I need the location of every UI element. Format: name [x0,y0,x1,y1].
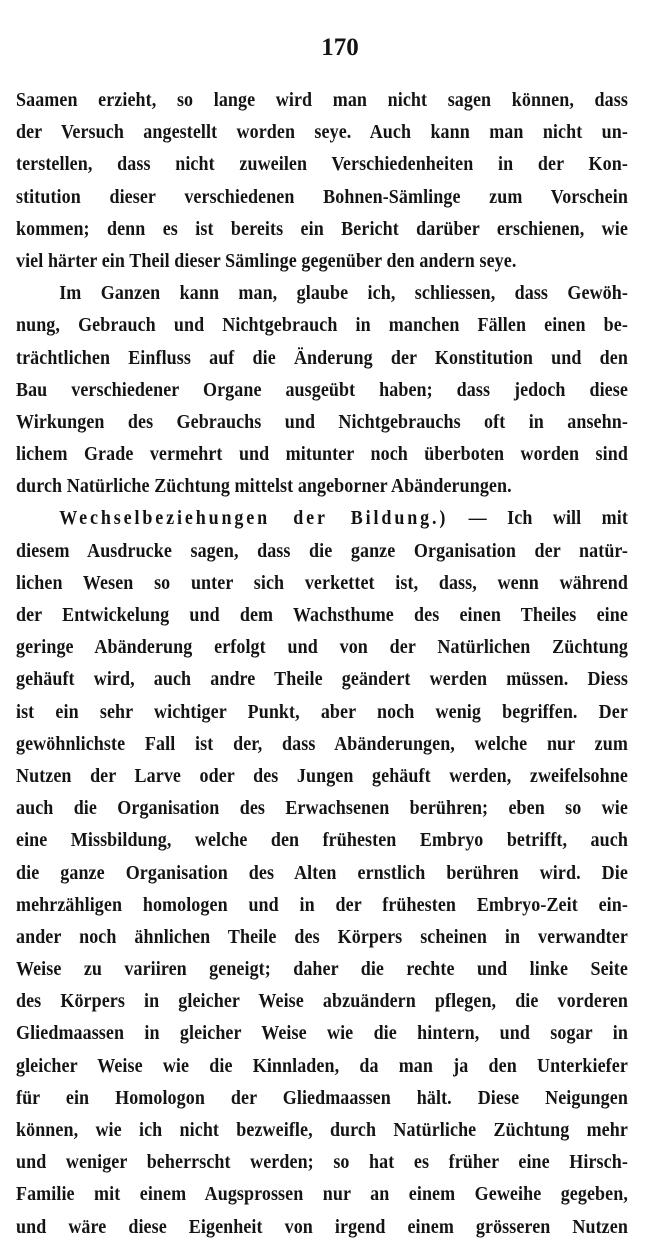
text-line [16,792,628,824]
text-line [16,1211,628,1243]
line-text: Familie mit einem Augsprossen nur an einem Geweihe gegeben, [16,1183,628,1206]
line-text: Bau verschiedener Organe ausgeübt haben; dass jedoch diese [16,378,628,401]
text-line [16,857,628,889]
text-line [16,406,628,438]
text-line [16,985,628,1017]
line-text: ander noch ähnlichen Theile des Körpers scheinen in verwandter [16,925,628,948]
section-heading: Wechselbeziehungen der Bildung.) [59,507,449,530]
line-text: der Entwickelung und dem Wachsthume des einen Theiles eine [16,604,628,626]
line-text: Im Ganzen kann man, glaube ich, schliessen, dass Gewöh- [59,282,628,305]
line-text: diesem Ausdrucke sagen, dass die ganze Organisation der natür- [16,539,628,562]
text-line [16,470,628,502]
text-line [16,599,628,631]
line-text: — Ich will mit [448,507,628,530]
text-line [16,760,628,792]
text-line [16,567,628,599]
text-line [16,696,628,728]
text-line [16,438,628,470]
text-line [16,663,628,695]
text-line [16,921,628,953]
line-text: und weniger beherrscht werden; so hat es früher eine Hirsch- [16,1151,628,1174]
line-text: eine Missbildung, welche den frühesten Embryo betrifft, auch [16,829,628,852]
text-line [16,277,628,309]
line-text: Weise zu variiren geneigt; daher die rechte und linke Seite [16,958,628,981]
line-text: terstellen, dass nicht zuweilen Verschiedenheiten in der Kon- [16,153,628,176]
line-text: stitution dieser verschiedenen Bohnen-Sämlinge zum Vorschein [16,185,628,208]
text-line [16,953,628,985]
line-text: Nutzen der Larve oder des Jungen gehäuft werden, zweifelsohne [16,764,628,787]
text-line [16,181,628,213]
line-text: nung, Gebrauch und Nichtgebrauch in manchen Fällen einen be- [16,314,628,337]
line-text: lichem Grade vermehrt und mitunter noch überboten worden sind [16,443,628,466]
text-line [16,309,628,341]
line-text: durch Natürliche Züchtung mittelst angeborner Abänderungen. [16,475,512,498]
line-text: mehrzähligen homologen und in der frühesten Embryo-Zeit ein- [16,893,628,916]
text-line [16,728,628,760]
line-text: Gliedmaassen in gleicher Weise wie die hintern, und sogar in [16,1022,628,1045]
text-line [16,148,628,180]
line-text: können, wie ich nicht bezweifle, durch Natürliche Züchtung mehr [16,1119,628,1141]
text-line [16,245,628,277]
line-text: lichen Wesen so unter sich verkettet ist, dass, wenn während [16,571,628,594]
text-line [16,1050,628,1082]
text-line [16,374,628,406]
line-text: der Versuch angestellt worden seye. Auch kann man nicht un- [16,121,628,144]
text-line [16,116,628,148]
line-text: Wirkungen des Gebrauchs und Nichtgebrauchs oft in ansehn- [16,410,628,433]
text-line [16,1146,628,1178]
line-text: und wäre diese Eigenheit von irgend einem grösseren Nutzen [16,1215,628,1238]
text-line [16,1017,628,1049]
text-line [16,535,628,567]
line-text: gehäuft wird, auch andre Theile geändert werden müssen. Diess [16,668,628,691]
line-text: trächtlichen Einfluss auf die Änderung der Konstitution und den [16,346,628,369]
line-text: kommen; denn es ist bereits ein Bericht darüber erschienen, wie [16,217,628,240]
line-text: geringe Abänderung erfolgt und von der Natürlichen Züchtung [16,636,628,659]
line-text: auch die Organisation des Erwachsenen berühren; eben so wie [16,797,628,820]
line-text: des Körpers in gleicher Weise abzuändern pflegen, die vorderen [16,990,628,1013]
text-line [16,824,628,856]
text-line [16,631,628,663]
body-text [16,84,628,1243]
text-line [16,1178,628,1210]
line-text: für ein Homologon der Gliedmaassen hält. Diese Neigungen [16,1086,628,1109]
text-line [16,84,628,116]
page-number: 170 [321,34,359,61]
line-text: gewöhnlichste Fall ist der, dass Abänderungen, welche nur zum [16,732,628,755]
text-line [16,1114,628,1146]
line-text: ist ein sehr wichtiger Punkt, aber noch wenig begriffen. Der [16,700,628,723]
line-text: Saamen erzieht, so lange wird man nicht sagen können, dass [16,89,628,111]
line-text: die ganze Organisation des Alten ernstlich berühren wird. Die [16,861,628,884]
line-text: gleicher Weise wie die Kinnladen, da man ja den Unterkiefer [16,1054,628,1077]
text-line [16,213,628,245]
text-line [16,889,628,921]
text-line [16,502,628,534]
text-line [16,342,628,374]
line-text: viel härter ein Theil dieser Sämlinge gegenüber den andern seye. [16,249,517,272]
text-line [16,1082,628,1114]
